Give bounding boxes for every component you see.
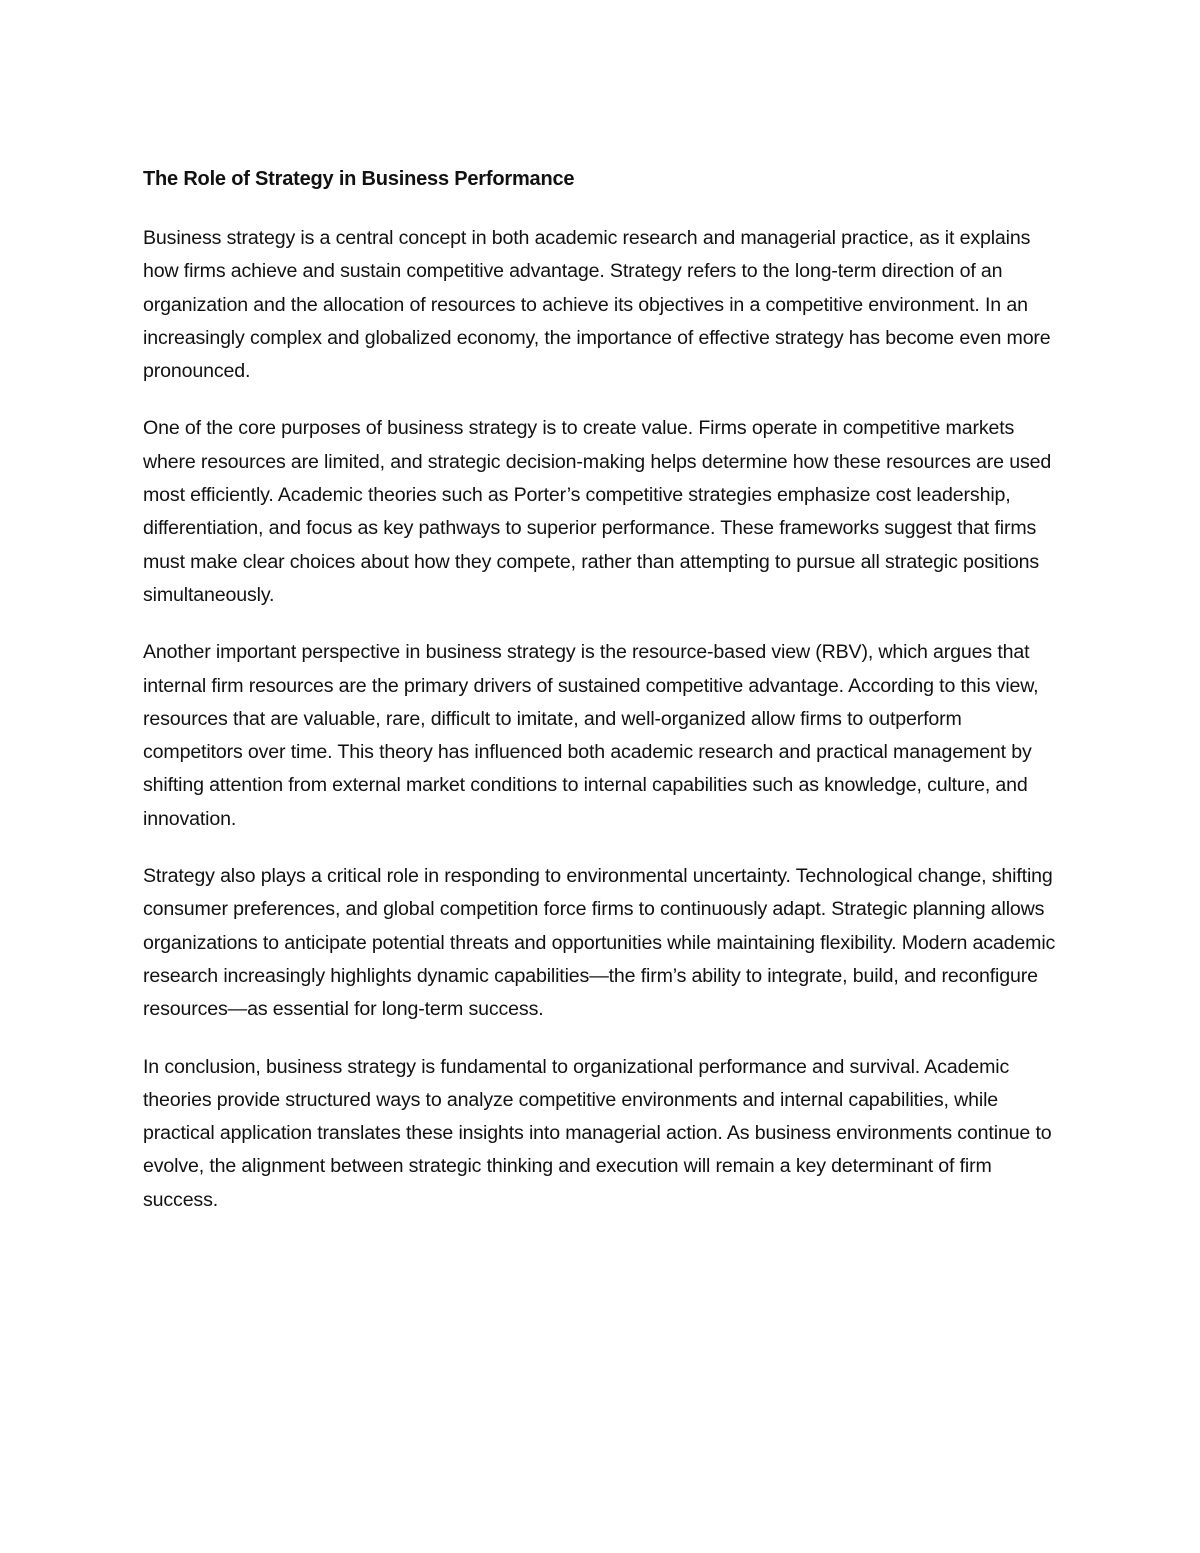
- paragraph-resource-based-view: Another important perspective in business strategy is the resource-based view (RBV), which argues that internal firm resources are the primary drivers of sustained competitive advantage. According to this view, resources that are valuable, rare, difficult to imitate, and well-organized allow firms to outperform competitors over time. This theory has influenced both academic research and practical management by shifting attention from external market conditions to internal capabilities such as knowledge, culture, and innovation.: [143, 641, 1039, 830]
- paragraph-value-creation: One of the core purposes of business strategy is to create value. Firms operate in competitive markets where resources are limited, and strategic decision-making helps determine how these resources are used most efficiently. Academic theories such as Porter’s competitive strategies emphasize cost leadership, differentiation, and focus as key pathways to superior performance. These frameworks suggest that firms must make clear choices about how they compete, rather than attempting to pursue all strategic positions simultaneously.: [143, 417, 1052, 606]
- paragraph-conclusion: In conclusion, business strategy is fundamental to organizational performance and survival. Academic theories provide structured ways to analyze competitive environments and internal capabilities, while practical application translates these insights into managerial action. As business environments continue to evolve, the alignment between strategic thinking and execution will remain a key determinant of firm success.: [143, 1055, 1052, 1211]
- paragraph-environmental-uncertainty: Strategy also plays a critical role in responding to environmental uncertainty. Technological change, shifting consumer preferences, and global competition force firms to continuously adapt. Strategic planning allows organizations to anticipate potential threats and opportunities while maintaining flexibility. Modern academic research increasingly highlights dynamic capabilities—the firm’s ability to integrate, build, and reconfigure resources—as essential for long-term success.: [143, 865, 1056, 1021]
- document-body: [143, 163, 1063, 1241]
- document-title: The Role of Strategy in Business Performance: [143, 168, 575, 190]
- paragraph-introduction: Business strategy is a central concept in both academic research and managerial practice, as it explains how firms achieve and sustain competitive advantage. Strategy refers to the long-term direction of an organization and the allocation of resources to achieve its objectives in a competitive environment. In an increasingly complex and globalized economy, the importance of effective strategy has become even more pronounced.: [143, 227, 1051, 383]
